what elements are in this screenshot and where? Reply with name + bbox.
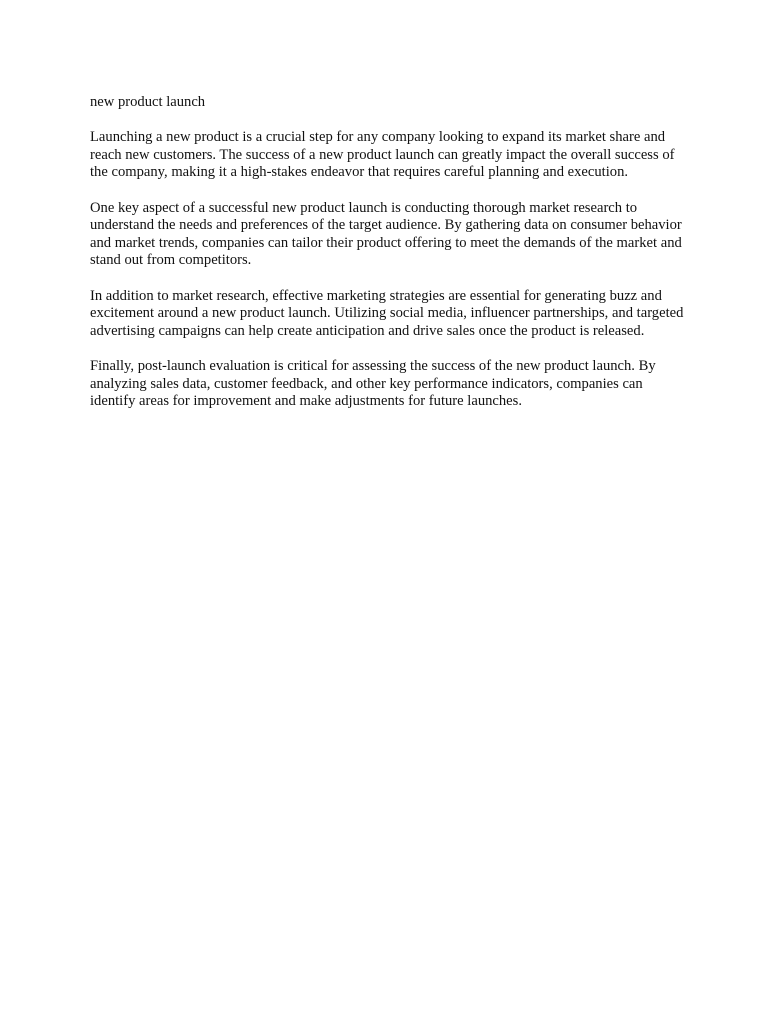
document-body	[90, 94, 686, 428]
paragraph-market-research: One key aspect of a successful new product launch is conducting thorough market research to understand the needs and preferences of the target audience. By gathering data on consumer behavior and market trends, companies can tailor their product offering to meet the demands of the market and stand out from competitors.	[90, 199, 682, 269]
paragraph-post-launch-evaluation: Finally, post-launch evaluation is critical for assessing the success of the new product launch. By analyzing sales data, customer feedback, and other key performance indicators, companies can identify areas for improvement and make adjustments for future launches.	[90, 357, 656, 410]
document-title: new product launch	[90, 94, 206, 110]
paragraph-intro: Launching a new product is a crucial step for any company looking to expand its market share and reach new customers. The success of a new product launch can greatly impact the overall success of the company, making it a high-stakes endeavor that requires careful planning and execution.	[90, 129, 675, 181]
paragraph-marketing-strategies: In addition to market research, effective marketing strategies are essential for generating buzz and excitement around a new product launch. Utilizing social media, influencer partnerships, and targeted advertising campaigns can help create anticipation and drive sales once the product is released.	[90, 287, 684, 339]
